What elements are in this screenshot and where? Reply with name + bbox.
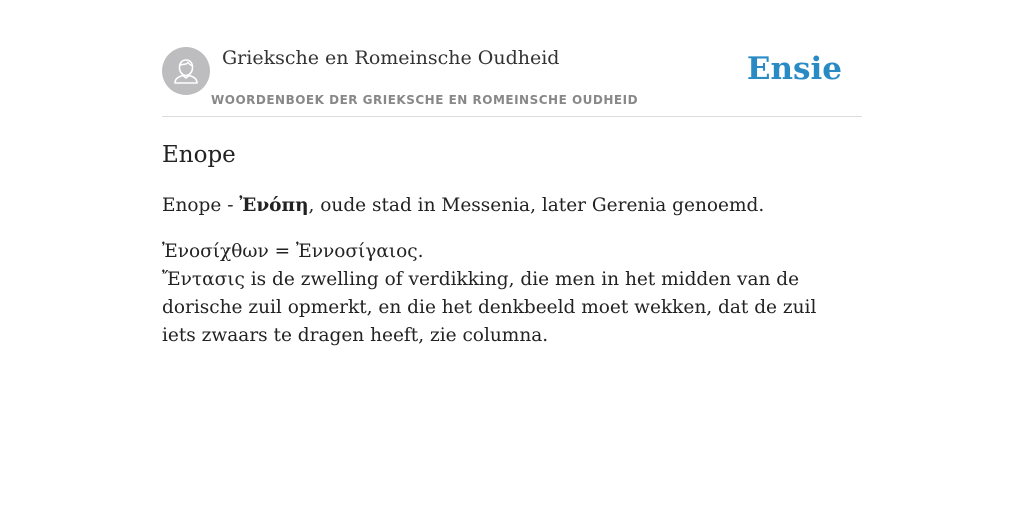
brand-logo[interactable]: Ensie xyxy=(746,51,842,87)
definition-text: , oude stad in Messenia, later Gerenia genoemd. xyxy=(308,195,765,216)
header xyxy=(162,0,862,117)
related-entries xyxy=(162,238,852,350)
definition-prefix: Enope - xyxy=(162,195,240,216)
book-subtitle: WOORDENBOEK DER GRIEKSCHE EN ROMEINSCHE OUDHEID xyxy=(211,93,639,107)
user-icon xyxy=(162,47,210,95)
related-entry-1: Ἐνοσίχθων = Ἐννοσίγαιος. xyxy=(162,241,424,262)
entry-title: Enope xyxy=(162,142,236,168)
entry-definition xyxy=(162,192,862,220)
page-container xyxy=(162,0,862,346)
avatar[interactable] xyxy=(162,47,210,95)
related-entry-2: Ἔντασις is de zwelling of verdikking, die men in het midden van de dorische zuil opmerkt, en die het denkbeeld moet wekken, dat de zuil iets zwaars te dragen heeft, zie columna. xyxy=(162,269,817,346)
definition-greek-term: Ἐνόπη xyxy=(239,195,309,216)
book-title[interactable]: Grieksche en Romeinsche Oudheid xyxy=(222,47,560,69)
